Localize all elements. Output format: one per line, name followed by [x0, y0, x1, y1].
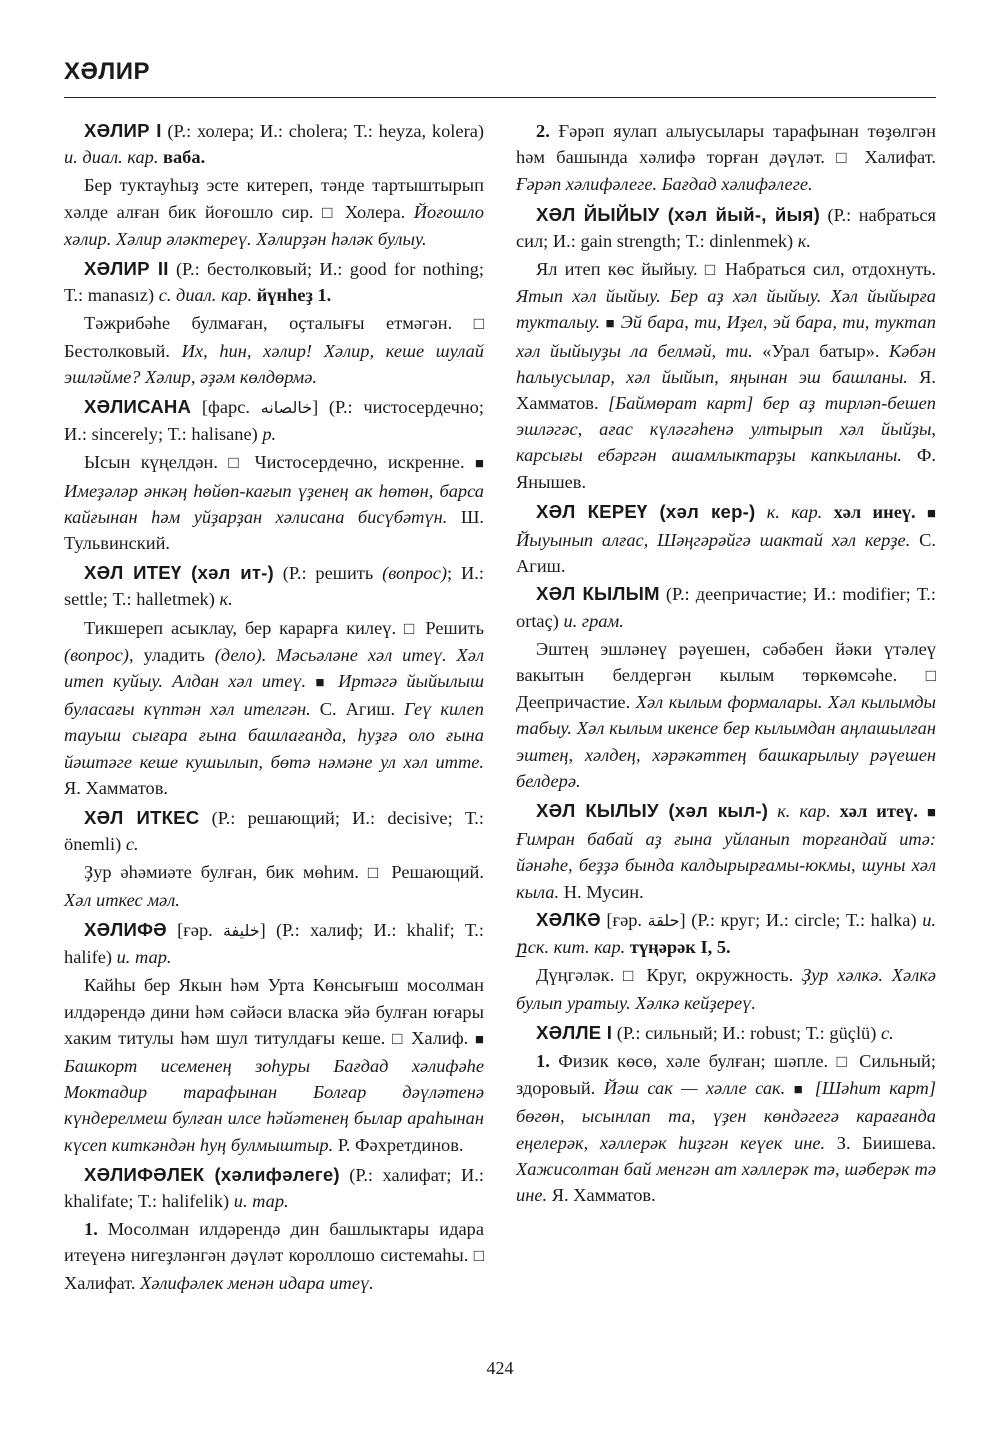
translation: Чистосердечно, искренне. — [254, 452, 465, 473]
white-square-icon: □ — [473, 314, 484, 334]
grammar-label: р. — [262, 424, 277, 445]
definition-block — [64, 972, 484, 1157]
entry-xelke — [516, 907, 936, 960]
headword: ХӘЛ ЙЫЙЫУ (хәл йый-, йыя) — [536, 203, 820, 225]
definition: Ғәрәп яулап алыусылары тарафынан төҙөлгән һәм башында хәлифә торған дәүләт. — [516, 121, 936, 168]
sense-number: 1. — [536, 1050, 550, 1071]
page-number: 424 — [486, 1358, 514, 1378]
source-langs: (Р.: набраться сил; И.: gain strength; Т.: dinlenmek) — [516, 204, 936, 251]
cross-ref: йүнһеҙ 1. — [256, 285, 332, 306]
examples: Хәл иткес мәл. — [64, 889, 180, 910]
white-square-icon: □ — [322, 202, 337, 222]
quotation: Башкорт исеменең зоһуры Бағдад хәлифәһе Моктадир тарафынан Болғар дәүләтенә күндерелмеш булған илсе һәйәтенең былар араһынан күсеп киткәндән һуң булмыштыр. — [64, 1055, 484, 1155]
examples: Ғәрәп хәлифәлеге. Бағдад хәлифәлеге. — [516, 174, 813, 195]
cross-ref: түңәрәк I, 5. — [629, 937, 731, 958]
quote-author: С. Агиш. — [516, 530, 936, 577]
translation: Халифат. — [864, 147, 936, 168]
left-column — [64, 118, 484, 1300]
source-langs: (Р.: бестолковый; И.: good for nothing; Т.: manasız) — [64, 259, 484, 306]
black-square-icon: ■ — [926, 805, 936, 822]
source-langs: (Р.: круг; И.: circle; Т.: halka) — [691, 909, 917, 930]
sense-number: 2. — [536, 121, 550, 141]
entry-xel-kylyu — [516, 798, 936, 905]
grammar-label: и. диал. кар. — [64, 147, 159, 168]
quote-author: Ф. Янышев. — [516, 445, 936, 492]
white-square-icon: □ — [392, 1028, 405, 1048]
sense-number: 1. — [84, 1219, 98, 1240]
headword: ХӘЛКӘ — [536, 908, 601, 930]
definition: Мосолман илдәрендә дин башлыктары идара итеүенә нигеҙләнгән дәүләт короллошо системаһы. — [64, 1219, 484, 1266]
translation: Сильный; здоровый. — [516, 1050, 936, 1099]
white-square-icon: □ — [836, 1051, 851, 1071]
headword: ХӘЛИФӘ — [84, 918, 167, 940]
black-square-icon: ■ — [605, 316, 616, 333]
entry-xel-kereu — [516, 499, 936, 580]
quotation: Хажисолтан бай менгән ат хәллерәк тә, шәберәк тә ине. — [516, 1158, 936, 1205]
grammar-label: с. — [880, 1022, 894, 1043]
quotation: Эй бара, ти, Иҙел, эй бара, ти, туктап хәл йыйыуҙы ла белмәй, ти. — [516, 312, 936, 361]
source-langs: (Р.: деепричастие; И.: modifier; Т.: ortaç) — [516, 584, 936, 631]
definition-block — [516, 636, 936, 794]
etymology: [ғәр. خليفة] — [177, 919, 266, 940]
definition: Дүңгәләк. — [536, 965, 615, 986]
grammar-label: и. тар. — [116, 947, 172, 968]
white-square-icon: □ — [925, 666, 936, 686]
quote-author: Я. Хамматов. — [551, 1184, 656, 1205]
grammar-label: к. кар. — [777, 801, 831, 822]
entry-xelir-1 — [64, 118, 484, 170]
black-square-icon: ■ — [474, 1031, 484, 1048]
source-langs: (Р.: халифат; И.: khalifate; Т.: halifelik) — [64, 1164, 484, 1211]
examples: Ҙур хәлкә. Хәлкә булып уратыу. Хәлкә кейҙереү. — [516, 965, 936, 1013]
grammar-label: к. — [797, 230, 811, 251]
quotation: [Шәһит карт] бөгөн, ысынлап та, үҙен көндәгегә карағанда еңелерәк, хәллерәк һиҙгән кеүек ине. — [516, 1078, 936, 1153]
entry-xelle-1 — [516, 1020, 936, 1046]
source-langs: (Р.: сильный; И.: robust; Т.: güçlü) — [616, 1022, 877, 1043]
source-langs: (Р.: холера; И.: cholera; Т.: heyza, kolera) — [167, 121, 484, 141]
headword: ХӘЛИФӘЛЕК (хәлифәлеге) — [84, 1163, 340, 1185]
definition-block — [64, 310, 484, 390]
translation: Халифат. — [64, 1272, 136, 1293]
etymology: [фарс. خالصانه] — [201, 397, 319, 418]
definition-block — [64, 615, 484, 801]
quotation: Ғимран бабай аҙ ғына уйланып торғандай итә: йәнәһе, беҙҙә бында калдырырғамы-юкмы, шуны хәл кыла. — [516, 829, 936, 902]
definition: Эштең эшләнеү рәүешен, сәбәбен йәки үтәлеү вакытын белдергән кылым төркөмсәһе. — [516, 638, 936, 686]
quote-author: Я. Хамматов. — [64, 777, 169, 798]
quotation: Имеҙәләр әнкәң һөйөп-кағып үҙенең ак һөтөн, барса кайғынан һәм уйҙарҙан хәлисана бисүбәтүн. — [64, 480, 484, 527]
running-head: ХӘЛИР — [64, 58, 151, 85]
translation: Набраться сил, отдохнуть. — [724, 259, 936, 280]
translation: Решить (вопрос), уладить (дело). — [64, 617, 484, 665]
headword: ХӘЛ ИТЕҮ (хәл ит-) — [84, 562, 274, 584]
cross-ref: хәл инеү. — [833, 501, 916, 522]
examples: Йоғошло хәлир. Хәлир әләктереү. Хәлирҙән һәләк булыу. — [64, 201, 484, 249]
definition-block — [516, 118, 936, 198]
quotation: Геү килеп тауыш сығара ғына башлағанда, һуҙғә оло ғына йәштәге кеше кушылып, бөтә нәмәне ул хәл итте. — [64, 699, 484, 772]
examples: Хәл кылым формалары. Хәл кылымды табыу. Хәл кылым икенсе бер кылымдан аңлашылған эштең, хәлдең, хәрәкәттең башкарылыу рәүешен белдерә. — [516, 692, 936, 791]
black-square-icon: ■ — [793, 1082, 807, 1099]
grammar-label: с. — [125, 834, 139, 855]
definition-block — [516, 256, 936, 495]
translation: Холера. — [344, 201, 406, 222]
examples: Хәлифәлек менән идара итеү. — [140, 1272, 374, 1293]
headword: ХӘЛЛЕ I — [536, 1021, 613, 1043]
white-square-icon: □ — [403, 618, 418, 638]
entry-xel-iteu — [64, 560, 484, 612]
header-rule — [64, 97, 936, 98]
white-square-icon: □ — [704, 260, 718, 280]
headword: ХӘЛ ИТКЕС — [84, 807, 200, 829]
translation: Круг, окружность. — [646, 965, 794, 986]
black-square-icon: ■ — [474, 456, 484, 473]
definition: Ял итеп көс йыйыу. — [536, 259, 698, 280]
headword: ХӘЛ КЫЛЫУ (хәл кыл-) — [536, 800, 769, 822]
grammar-label: и. тар. — [233, 1190, 289, 1211]
white-square-icon: □ — [473, 1246, 484, 1266]
quote-author: Р. Фәхретдинов. — [337, 1134, 464, 1155]
entry-xelisana — [64, 394, 484, 447]
grammar-label: и. грам. — [563, 610, 624, 631]
definition: Ысын күңелдән. — [84, 452, 218, 473]
quotation: Кәбән һалыусылар, хәл йыйып, яңынан эш башланы. — [516, 340, 936, 387]
examples: Их, һин, хәлир! Хәлир, кеше шулай эшләйме? Хәлир, әҙәм көлдөрмә. — [64, 340, 484, 387]
grammar-label: и. ըск. кит. кар. — [516, 909, 936, 958]
quote-author: Ш. Тульвинский. — [64, 506, 484, 554]
entry-xel-kylym — [516, 581, 936, 633]
entry-xelifelek — [64, 1162, 484, 1214]
definition: Тәжрибәһе булмаған, оҫталығы етмәгән. — [84, 313, 453, 334]
grammar-label: к. кар. — [766, 501, 823, 522]
definition-block — [64, 172, 484, 252]
quote-author: З. Биишева. — [836, 1132, 936, 1153]
quotation: [Баймөрат карт] бер аҙ тирләп-бешеп эшләгәс, ағас күләгәһенә ултырып хәл йыйҙы, карсығы ебәргән ашамлыктарҙы капкыланы. — [516, 393, 936, 466]
definition: Физик көсө, хәле булған; шәпле. — [558, 1050, 829, 1071]
entry-xelir-2 — [64, 256, 484, 308]
headword: ХӘЛИСАНА — [84, 396, 192, 418]
white-square-icon: □ — [836, 148, 854, 168]
quote-author: Н. Мусин. — [563, 881, 644, 902]
translation: Халиф. — [411, 1027, 469, 1048]
grammar-label: к. — [219, 589, 233, 610]
entry-xel-yiyiu — [516, 202, 936, 254]
source-langs: (Р.: чистосердечно; И.: sincerely; Т.: halisane) — [64, 397, 484, 445]
black-square-icon: ■ — [315, 675, 329, 692]
entry-xel-itkes — [64, 805, 484, 857]
quote-source: «Урал батыр». — [762, 340, 880, 361]
etymology: [ғәр. حلقة] — [606, 909, 686, 930]
definition: Тикшереп асыклау, бер карарға килеү. — [84, 617, 397, 638]
black-square-icon: ■ — [926, 505, 936, 522]
definition-block — [64, 859, 484, 912]
translation: Деепричастие. — [516, 692, 631, 713]
cross-ref: хәл итеү. — [839, 801, 918, 822]
translation: Бестолковый. — [64, 340, 170, 361]
definition: Ҙур әһәмиәте булған, бик мөһим. — [84, 862, 360, 883]
examples: Мәсьәләне хәл итеү. Хәл итеп куйыу. Алдан хәл итеү. — [64, 644, 484, 692]
headword: ХӘЛИР II — [84, 258, 169, 280]
headword: ХӘЛ КЕРЕҮ (хәл кер-) — [536, 500, 756, 522]
quotation: Йыуынып алғас, Шәңгәрәйгә шактай хәл керҙе. — [516, 530, 911, 551]
source-langs: (Р.: решающий; И.: decisive; Т.: önemli) — [64, 808, 484, 855]
quote-author: Я. Хамматов. — [516, 366, 936, 414]
quote-author: С. Агиш. — [319, 699, 396, 720]
source-langs: (Р.: решить (вопрос); И.: settle; Т.: halletmek) — [64, 563, 484, 610]
white-square-icon: □ — [367, 863, 383, 883]
white-square-icon: □ — [623, 966, 638, 986]
entry-xelife — [64, 917, 484, 970]
definition-block — [516, 962, 936, 1015]
translation: Решающий. — [391, 862, 484, 883]
definition: Кайһы бер Якын һәм Урта Көнсығыш мосолман илдәрендә дини һәм сәйәси власка эйә булған юғары хаким титулы һәм шул титулдағы кеше. — [64, 975, 484, 1048]
headword: ХӘЛ КЫЛЫМ — [536, 583, 660, 605]
cross-ref: ваба. — [163, 147, 206, 168]
definition-block — [516, 1048, 936, 1208]
examples: Ятып хәл йыйыу. Бер аҙ хәл йыйыу. Хәл йыйырға тукталыу. — [516, 286, 936, 333]
quotation: Иртәгә йыйылыш буласағы күптән хәл ителгән. — [64, 671, 484, 720]
definition: Бер туктауһыҙ эсте китереп, тәнде тартыштырып хәлде алған бик йоғошло сир. — [64, 175, 484, 222]
right-column — [516, 118, 936, 1212]
source-langs: (Р.: халиф; И.: khalif; Т.: halife) — [64, 919, 484, 968]
white-square-icon: □ — [228, 453, 245, 473]
grammar-label: с. диал. кар. — [158, 285, 253, 306]
headword: ХӘЛИР I — [84, 120, 162, 141]
examples: Йәш сак — хәлле сак. — [603, 1078, 786, 1099]
definition-block — [64, 449, 484, 556]
definition-block — [64, 1216, 484, 1296]
